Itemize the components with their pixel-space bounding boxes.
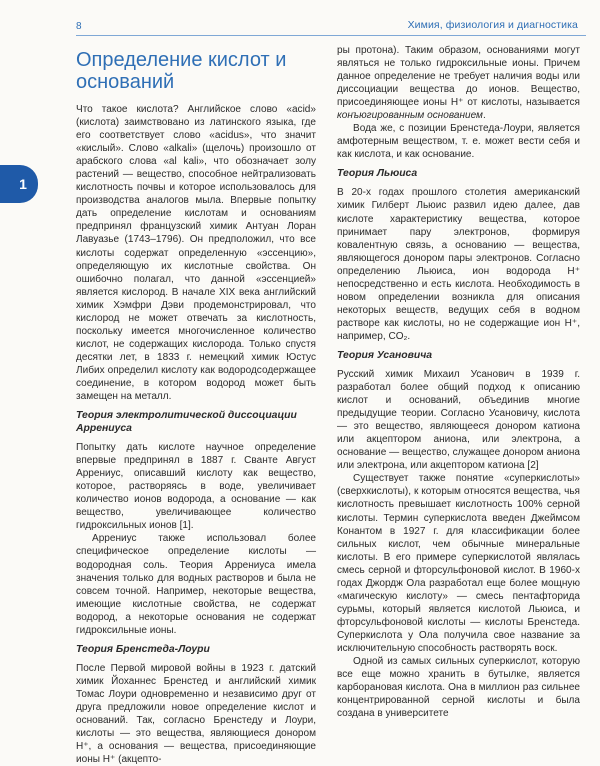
lewis-heading: Теория Льюиса [337, 168, 418, 180]
bronsted-continuation-text: ры протона). Таким образом, основаниями могут являться не только гидроксильные ионы. Причем данное определение не требует наличия воды или диссоциации вещества до ионов. Вещество, присоединяющее ионы H⁺ от кислоты, называется [337, 45, 580, 109]
lewis-paragraph-1: В 20-х годах прошлого столетия американский химик Гилберт Льюис развил идею далее, дав кислоте характеристику вещества, которое принимает пару электронов, формируя ковалентную связь, а основанию — вещества, являющегося донором пары электронов. Согласно определению Льюиса, ион водорода H⁺ непосредственно и есть кислота. Необходимость в новом определении возникла для описания некоторых веществ, ведущих себя в водном растворе как кислоты, но не содержащие ион H⁺, например, CO₂. [337, 187, 580, 342]
intro-paragraph: Что такое кислота? Английское слово «acid» (кислота) заимствовано из латинского языка, где его соответствует слово «acidus», что значит «кислый». Слово «alkali» (щелочь) произошло от арабского слова «al kali», что обозначает золу растений — вещество, способное нейтрализовать кислотность почвы и которое использовалось для производства аналогов мыла. Впервые попытку дать определение кислотам и основаниям предпринял французский химик Антуан Лоран Лавуазье (1743–1796). Он предположил, что все кислоты содержат определенную «эссенцию», определяющую их кислотные свойства. Он ошибочно полагал, что данной «эссенцией» является кислород. В начале XIX века английский химик Хэмфри Дэви продемонстрировал, что кислород не может отвечать за кислотность, поскольку имеется многочисленное количество кислот, не содержащих кислорода. Только спустя десятки лет, в 1833 г. немецкий химик Юстус Либих определил кислоту как водородсодержащее соединение, в котором водород может быть замещен на металл. [76, 104, 316, 403]
superacid-paragraph-1: Существует также понятие «суперкислоты» (сверхкислоты), к которым относятся вещества, чья кислотность превышает кислотность 100% серной кислоты. Термин суперкислота введен Джеймсом Конантом в 1927 г. для классификации более сильных кислот, чем обычные минеральные кислоты. В его примере суперкислотой являлась смесь серной и фторсульфоновой кислот. В 1960-х годах Джордж Ола разработал еще более мощную «магическую кислоту» — смесь пентафторида сурьмы, который является кислотой Льюиса, и фторсульфоновой кислоты — кислоты Бренстеда. Суперкислота у Ола получила свое название за исключительную способность растворять воск. [337, 473, 580, 654]
bronsted-heading: Теория Бренстеда-Лоури [76, 643, 210, 655]
arrhenius-paragraph-2: Аррениус также использовал более специфическое определение кислоты — водородная соль. Теория Аррениуса имела значения только для водных растворов и была не совсем точной. Например, некоторые вещества, имеющие кислотные свойства, не содержат водород, а некоторые основания не содержат гидроксильные ионы. [76, 533, 316, 636]
right-column [337, 44, 580, 746]
bronsted-continuation [337, 44, 580, 122]
conjugate-base-term: конъюгированным основанием [337, 110, 483, 122]
bronsted-paragraph-1: После Первой мировой войны в 1923 г. датский химик Йоханнес Бренстед и английский химик Томас Лоури одновременно и независимо друг от друга предложили новое определение кислот и оснований. Так, согласно Бренстеду и Лоури, кислоты — это вещества, являющиеся донором H⁺, а основания — вещества, присоединяющие ионы H⁺ (акцепто- [76, 662, 316, 766]
bronsted-paragraph-2: Вода же, с позиции Бренстеда-Лоури, является амфотерным веществом, т. е. может вести себя и как кислота, и как основание. [337, 123, 580, 161]
arrhenius-paragraph-1: Попытку дать кислоте научное определение впервые предпринял в 1887 г. Сванте Август Аррениус, описавший кислоту как вещество, которое, растворяясь в воде, увеличивает количество ионов водорода, а основание — как вещество, увеличивающее количество гидроксильных ионов [1]. [76, 442, 316, 532]
running-title: Химия, физиология и диагностика [407, 19, 578, 31]
usanovich-paragraph-1: Русский химик Михаил Усанович в 1939 г. разработал более общий подход к описанию кислот и оснований, объединив многие предыдущие теории. Согласно Усановичу, кислота — это вещество, являющееся донором катиона или акцептором аниона, или электрона, а основание — вещество, служащее донором аниона или электрона, или акцептором катиона [2] [337, 368, 580, 472]
header-divider [76, 35, 586, 36]
arrhenius-heading: Теория электролитической диссоциации Аррениуса [76, 410, 297, 435]
page-header [0, 0, 600, 40]
page-number: 8 [76, 21, 82, 32]
section-title: Определение кислот и оснований [76, 49, 287, 93]
left-column [76, 44, 316, 766]
superacid-paragraph-2: Одной из самых сильных суперкислот, которую все еще можно хранить в бутылке, является карборановая кислота. Она в миллион раз сильнее концентрированной серной кислоты и была создана в университете [337, 656, 580, 720]
usanovich-heading: Теория Усановича [337, 349, 433, 361]
chapter-tab: 1 [0, 165, 38, 203]
bronsted-continuation-end: . [482, 110, 486, 122]
